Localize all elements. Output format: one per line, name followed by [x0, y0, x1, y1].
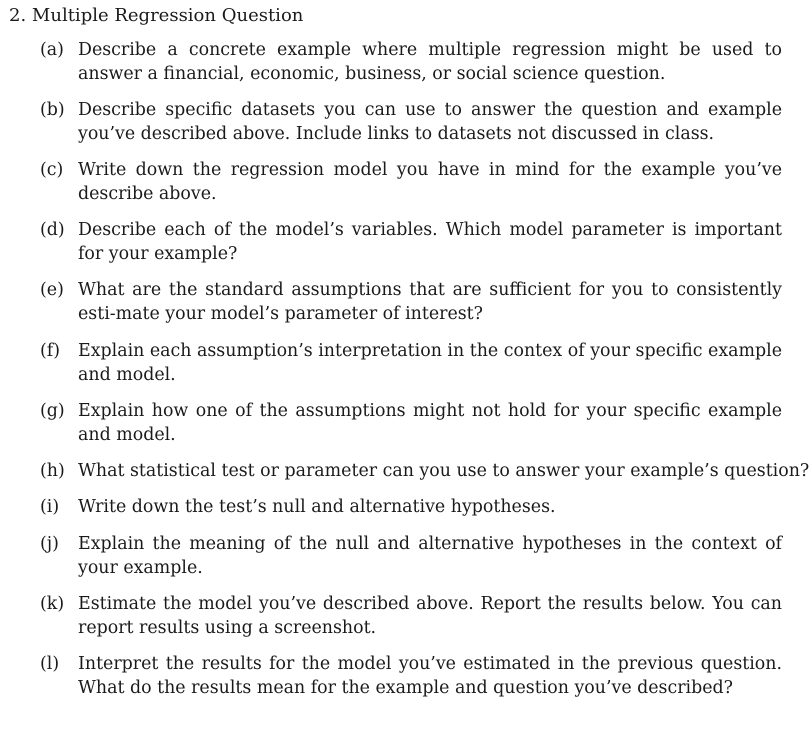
item-label: (l) — [40, 654, 60, 674]
item-text: What statistical test or parameter can you use to answer your example’s question? — [78, 461, 810, 481]
item-text: Write down the test’s null and alternative hypotheses. — [78, 497, 556, 517]
item-text: Interpret the results for the model you’ve estimated in the previous question. What do the results mean for the example and question you’ve described? — [78, 654, 782, 698]
question-item-f — [40, 339, 782, 387]
question-item-d — [40, 218, 782, 266]
question-title-text: Multiple Regression Question — [31, 5, 304, 26]
item-text: Estimate the model you’ve described above. Report the results below. You can report results using a screenshot. — [78, 594, 782, 638]
question-item-l — [40, 652, 782, 700]
question-item-i — [40, 495, 782, 519]
question-item-a — [40, 38, 782, 86]
item-label: (e) — [40, 280, 64, 300]
item-label: (k) — [40, 594, 65, 614]
item-label: (b) — [40, 100, 65, 120]
question-item-h — [40, 459, 810, 483]
question-number: 2. — [9, 5, 27, 26]
item-label: (c) — [40, 160, 64, 180]
item-label: (i) — [40, 497, 60, 517]
item-label: (a) — [40, 40, 64, 60]
item-text: Write down the regression model you have in mind for the example you’ve describe above. — [78, 160, 782, 204]
question-item-b — [40, 98, 782, 146]
item-text: Explain the meaning of the null and alternative hypotheses in the context of your example. — [78, 534, 782, 578]
item-text: Describe specific datasets you can use to answer the question and example you’ve described above. Include links to datasets not discussed in class. — [78, 100, 782, 144]
item-label: (h) — [40, 461, 65, 481]
item-text: Explain how one of the assumptions might not hold for your specific example and model. — [78, 401, 782, 445]
item-label: (g) — [40, 401, 65, 421]
question-item-j — [40, 532, 782, 580]
item-text: Describe each of the model’s variables. Which model parameter is important for your example? — [78, 220, 782, 264]
item-label: (j) — [40, 534, 59, 554]
question-item-c — [40, 158, 782, 206]
question-title — [9, 5, 303, 27]
question-item-g — [40, 399, 782, 447]
question-item-k — [40, 592, 782, 640]
item-label: (f) — [40, 341, 61, 361]
question-item-e — [40, 278, 782, 326]
item-text: Describe a concrete example where multiple regression might be used to answer a financial, economic, business, or social science question. — [78, 40, 782, 84]
item-text: What are the standard assumptions that are sufficient for you to consistently esti-mate your model’s parameter of interest? — [78, 280, 782, 324]
item-text: Explain each assumption’s interpretation in the contex of your specific example and model. — [78, 341, 782, 385]
item-label: (d) — [40, 220, 65, 240]
